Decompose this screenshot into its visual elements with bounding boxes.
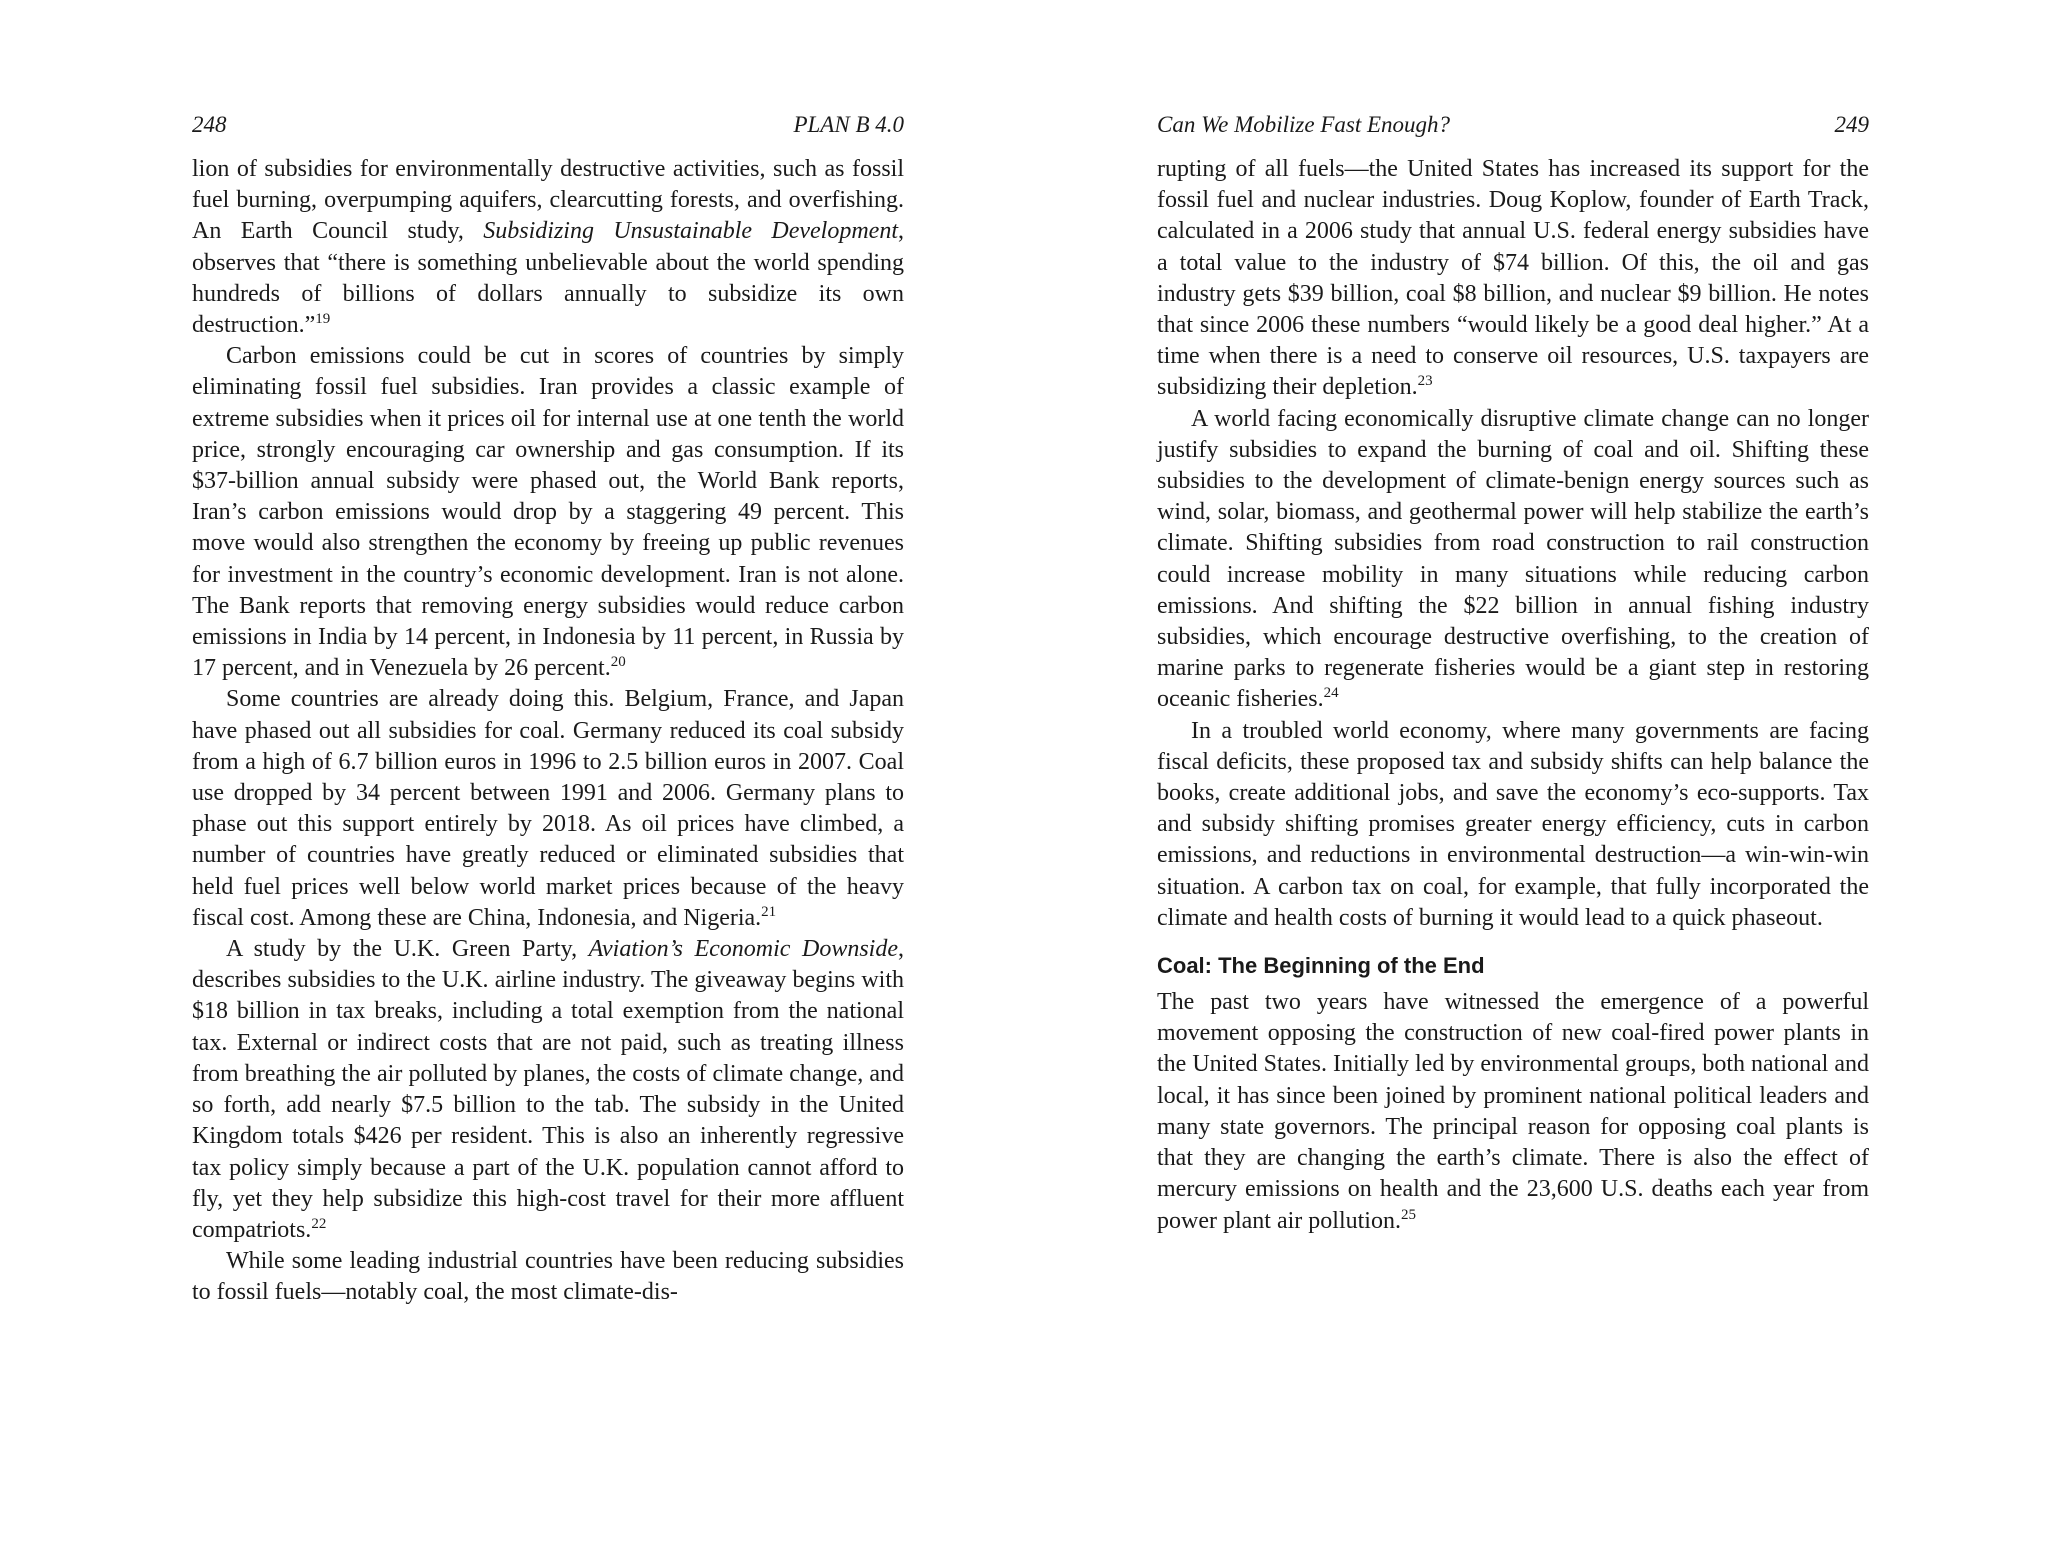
paragraph: In a troubled world economy, where many governments are facing fiscal deficits, these proposed tax and subsidy shifts can help balance the books, create additional jobs, and save the economy’s eco-supports. Tax and subsidy shifting promises greater energy efficiency, cuts in carbon emissions, and reductions in environmental destruction—a win-win-win situation. A carbon tax on coal, for example, that fully incorporated the climate and health costs of burning it would lead to a quick phaseout. bbox=[1157, 717, 1869, 931]
page-number: 248 bbox=[192, 112, 227, 137]
footnote-ref: 22 bbox=[311, 1215, 327, 1232]
left-page bbox=[192, 110, 904, 1309]
footnote-ref: 20 bbox=[610, 654, 626, 671]
running-title: PLAN B 4.0 bbox=[793, 112, 904, 137]
running-title: Can We Mobilize Fast Enough? bbox=[1157, 112, 1451, 137]
running-head bbox=[192, 110, 904, 154]
paragraph: rupting of all fuels—the United States has increased its support for the fossil fuel and nuclear industries. Doug Koplow, founder of Earth Track, calculated in a 2006 study that annual U.S. federal energy subsidies have a total value to the industry of $74 billion. Of this, the oil and gas industry gets $39 billion, coal $8 billion, and nuclear $9 billion. He notes that since 2006 these numbers “would likely be a good deal higher.” At a time when there is a need to conserve oil resources, U.S. taxpayers are subsidizing their depletion.$^{23}$ bbox=[1157, 156, 1869, 401]
paragraph: Carbon emissions could be cut in scores of countries by simply eliminating fossil fuel subsidies. Iran provides a classic example of extreme subsidies when it prices oil for internal use at one tenth the world price, strongly encouraging car ownership and gas consumption. If its $37-billion annual subsidy were phased out, the World Bank reports, Iran’s carbon emissions would drop by a staggering 49 percent. This move would also strengthen the economy by freeing up public revenues for investment in the country’s economic development. Iran is not alone. The Bank reports that removing energy subsidies would reduce carbon emissions in India by 14 percent, in Indonesia by 11 percent, in Russia by 17 percent, and in Venezuela by 26 percent.$^{20}$ bbox=[192, 343, 904, 682]
paragraph: Some countries are already doing this. Belgium, France, and Japan have phased out all subsidies for coal. Germany reduced its coal subsidy from a high of 6.7 billion euros in 1996 to 2.5 billion euros in 2007. Coal use dropped by 34 percent between 1991 and 2006. Germany plans to phase out this support entirely by 2018. As oil prices have climbed, a number of countries have greatly reduced or eliminated subsidies that held fuel prices well below world market prices because of the heavy fiscal cost. Among these are China, Indonesia, and Nigeria.$^{21}$ bbox=[192, 686, 904, 931]
running-head bbox=[1157, 110, 1869, 154]
paragraph: The past two years have witnessed the emergence of a powerful movement opposing the construction of new coal-fired power plants in the United States. Initially led by environmental groups, both national and local, it has since been joined by prominent national political leaders and many state governors. The principal reason for opposing coal plants is that they are changing the earth’s climate. There is also the effect of mercury emissions on health and the 23,600 U.S. deaths each year from power plant air pollution.$^{25}$ bbox=[1157, 989, 1869, 1234]
page-number: 249 bbox=[1834, 112, 1869, 137]
section-heading: Coal: The Beginning of the End bbox=[1157, 953, 1485, 979]
paragraph: lion of subsidies for environmentally destructive activities, such as fossil fuel burning, overpumping aquifers, clearcutting forests, and overfishing. An Earth Council study, Subsidizing Unsustainable Development, observes that “there is something unbelievable about the world spending hundreds of billions of dollars annually to subsidize its own destruction.”$^{19}$ bbox=[192, 156, 905, 339]
footnote-ref: 25 bbox=[1400, 1206, 1416, 1223]
body-text bbox=[192, 154, 904, 1309]
footnote-ref: 19 bbox=[315, 311, 331, 328]
footnote-ref: 24 bbox=[1323, 685, 1339, 702]
italic-title: Subsidizing Unsustainable Development bbox=[483, 218, 899, 245]
right-page bbox=[1157, 110, 1869, 1237]
paragraph: A world facing economically disruptive climate change can no longer justify subsidies to expand the burning of coal and oil. Shifting these subsidies to the development of climate-benign energy sources such as wind, solar, biomass, and geothermal power will help stabilize the earth’s climate. Shifting subsidies from road construction to rail construction could increase mobility in many situations while reducing carbon emissions. And shifting the $22 billion in annual fishing industry subsidies, which encourage destructive overfishing, to the creation of marine parks to regenerate fisheries would be a giant step in restoring oceanic fisheries.$^{24}$ bbox=[1157, 405, 1869, 713]
body-text bbox=[1157, 154, 1869, 1237]
italic-title: Aviation’s Economic Downside bbox=[588, 936, 898, 963]
paragraph: While some leading industrial countries have been reducing subsidies to fossil fuels—notably coal, the most climate-dis- bbox=[192, 1248, 904, 1306]
footnote-ref: 21 bbox=[761, 903, 777, 920]
paragraph: A study by the U.K. Green Party, Aviation’s Economic Downside, describes subsidies to the U.K. airline industry. The giveaway begins with $18 billion in tax breaks, including a total exemption from the national tax. External or indirect costs that are not paid, such as treating illness from breathing the air polluted by planes, the costs of climate change, and so forth, add nearly $7.5 billion to the tab. The subsidy in the United Kingdom totals $426 per resident. This is also an inherently regressive tax policy simply because a part of the U.K. population cannot afford to fly, yet they help subsidize this high-cost travel for their more affluent compatriots.$^{22}$ bbox=[192, 936, 904, 1243]
footnote-ref: 23 bbox=[1417, 373, 1433, 390]
